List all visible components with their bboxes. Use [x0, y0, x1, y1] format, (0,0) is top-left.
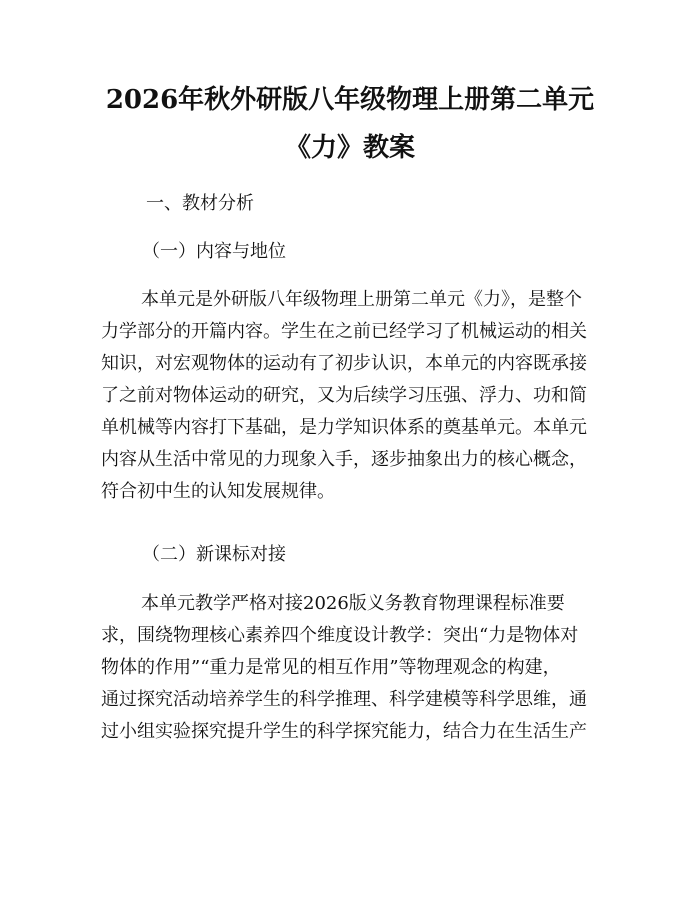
paragraph-line: 通过探究活动培养学生的科学推理、科学建模等科学思维，通 — [101, 689, 587, 710]
subsection-heading-content-position: （一）内容与地位 — [142, 241, 286, 262]
paragraph-line: 了之前对物体运动的研究，又为后续学习压强、浮力、功和简 — [101, 385, 587, 406]
document-title-line-1: 2026年秋外研版八年级物理上册第二单元 — [105, 85, 595, 115]
document-title-line-2: 《力》教案 — [284, 133, 415, 163]
paragraph-line: 本单元教学严格对接2026版义务教育物理课程标准要 — [141, 593, 565, 614]
subsection-heading-curriculum-standard: （二）新课标对接 — [142, 544, 286, 565]
paragraph-line: 过小组实验探究提升学生的科学探究能力，结合力在生活生产 — [101, 721, 587, 742]
paragraph-line: 物体的作用”“重力是常见的相互作用”等物理观念的构建， — [101, 657, 561, 678]
paragraph-line: 知识，对宏观物体的运动有了初步认识，本单元的内容既承接 — [101, 353, 587, 374]
paragraph-line: 单机械等内容打下基础，是力学知识体系的奠基单元。本单元 — [101, 417, 587, 438]
paragraph-line: 符合初中生的认知发展规律。 — [101, 481, 335, 502]
paragraph-line: 内容从生活中常见的力现象入手，逐步抽象出力的核心概念， — [101, 449, 587, 470]
section-heading: 一、教材分析 — [146, 193, 254, 214]
paragraph-line: 本单元是外研版八年级物理上册第二单元《力》，是整个 — [141, 289, 582, 310]
paragraph-line: 力学部分的开篇内容。学生在之前已经学习了机械运动的相关 — [101, 321, 587, 342]
paragraph-line: 求，围绕物理核心素养四个维度设计教学：突出“力是物体对 — [101, 625, 579, 646]
